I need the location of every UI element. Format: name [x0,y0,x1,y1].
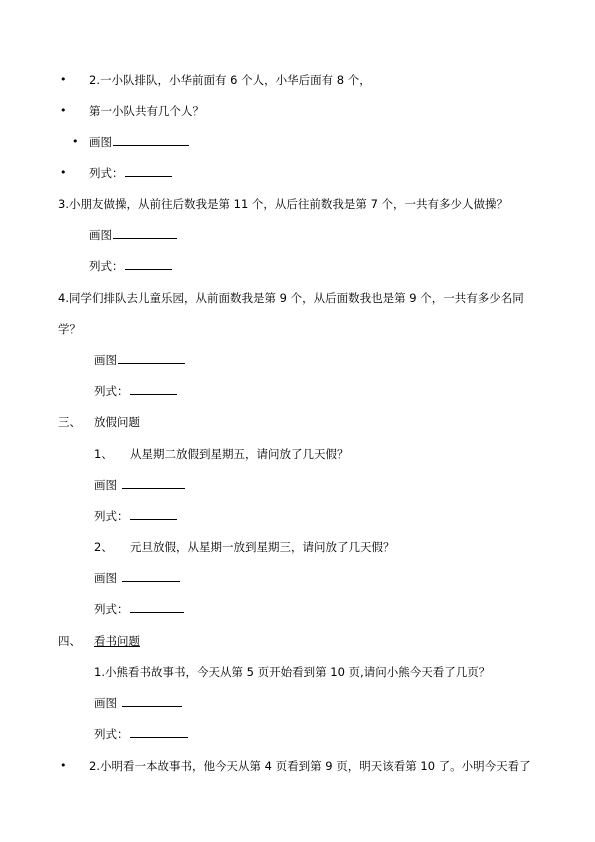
bullet: • [72,135,79,148]
problem-3-text: 3.小朋友做操，从前往后数我是第 11 个，从后往前数我是第 7 个，一共有多少人做操？ [58,197,509,211]
drawing-prompt: 画图 [94,352,185,368]
problem-4-line-2: 学？ [58,322,81,336]
answer-blank[interactable] [113,227,177,239]
answer-blank[interactable] [130,601,184,613]
formula-prompt: 列式： [89,258,172,274]
formula-prompt: 列式： [94,508,177,524]
formula-prompt: 列式： [89,165,172,181]
answer-blank[interactable] [125,165,172,177]
section-3-number: 三、 [58,415,81,429]
section-4-title: 看书问题 [94,634,140,648]
answer-blank[interactable] [122,570,180,582]
question-2-text: 元旦放假，从星期一放到星期三，请问放了几天假？ [130,540,395,554]
drawing-prompt: 画图 [89,134,189,150]
problem-2-text: 2.小明看一本故事书，他今天从第 4 页看到第 9 页，明天该看第 10 了。小明今天看了 [89,759,531,773]
problem-4-line-1: 4.同学们排队去儿童乐园，从前面数我是第 9 个，从后面数我也是第 9 个，一共有多少名同 [58,291,524,305]
answer-blank[interactable] [130,726,188,738]
answer-blank[interactable] [130,508,177,520]
drawing-prompt: 画图 [89,227,177,243]
answer-blank[interactable] [113,134,189,146]
problem-2-line-1: 2.一小队排队，小华前面有 6 个人，小华后面有 8 个， [89,73,371,87]
problem-2-line-2: 第一小队共有几个人？ [89,104,204,118]
section-4-number: 四、 [58,634,81,648]
answer-blank[interactable] [122,695,182,707]
formula-prompt: 列式： [94,383,177,399]
drawing-prompt: 画图 [94,695,182,711]
question-number: 1、 [94,447,113,461]
drawing-prompt: 画图 [94,570,180,586]
answer-blank[interactable] [125,258,172,270]
problem-1-text: 1.小熊看书故事书，今天从第 5 页开始看到第 10 页,请问小熊今天看了几页？ [94,665,491,679]
formula-prompt: 列式： [94,601,184,617]
bullet: • [60,73,67,86]
question-1-text: 从星期二放假到星期五，请问放了几天假？ [130,447,349,461]
answer-blank[interactable] [118,352,185,364]
formula-prompt: 列式： [94,726,188,742]
answer-blank[interactable] [130,383,177,395]
bullet: • [60,759,67,772]
drawing-prompt: 画图 [94,477,185,493]
section-3-title: 放假问题 [94,415,140,429]
bullet: • [60,166,67,179]
answer-blank[interactable] [122,477,185,489]
question-number: 2、 [94,540,113,554]
bullet: • [60,104,67,117]
